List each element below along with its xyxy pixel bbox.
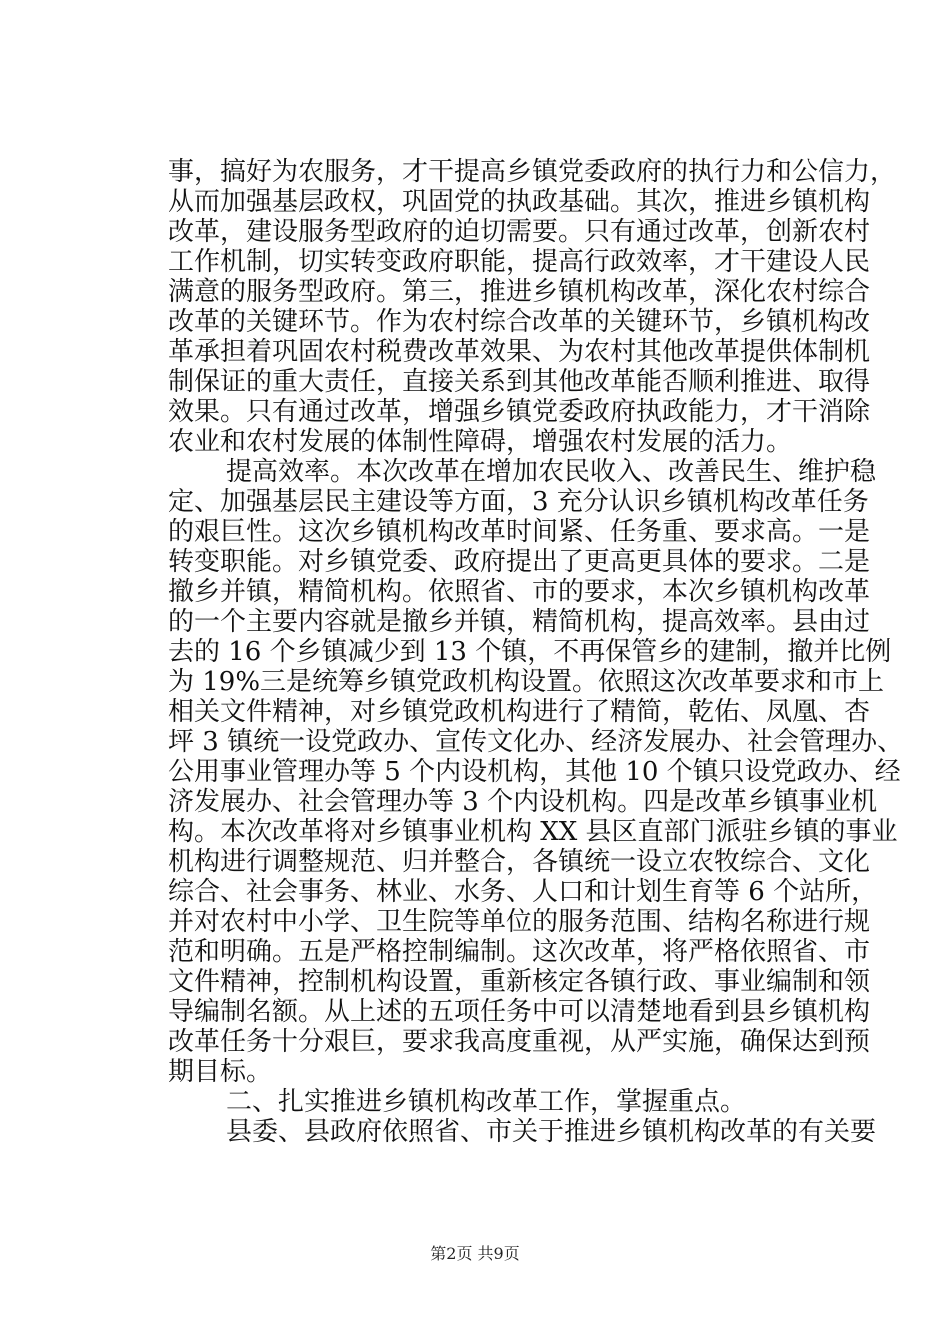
paragraph (168, 457, 904, 1087)
text-line: 制保证的重大责任，直接关系到其他改革能否顺利推进、取得 (168, 367, 871, 397)
page-footer: 第2页 共9页 (430, 1244, 520, 1263)
text-line: 坪 3 镇统一设党政办、宣传文化办、经济发展办、社会管理办、 (168, 727, 904, 757)
text-line: 从而加强基层政权，巩固党的执政基础。其次，推进乡镇机构 (168, 187, 871, 217)
text-line: 事，搞好为农服务，才干提高乡镇党委政府的执行力和公信力， (168, 157, 897, 187)
text-line: 导编制名额。从上述的五项任务中可以清楚地看到县乡镇机构 (168, 997, 871, 1027)
text-line: 济发展办、社会管理办等 3 个内设机构。四是改革乡镇事业机 (168, 787, 878, 817)
text-line: 的艰巨性。这次乡镇机构改革时间紧、任务重、要求高。一是 (168, 517, 871, 547)
text-line: 文件精神，控制机构设置，重新核定各镇行政、事业编制和领 (168, 967, 871, 997)
paragraph (168, 1087, 842, 1117)
text-line: 定、加强基层民主建设等方面，3 充分认识乡镇机构改革任务 (168, 487, 869, 517)
paragraph (168, 1117, 877, 1147)
text-line: 改革，建设服务型政府的迫切需要。只有通过改革，创新农村 (168, 217, 871, 247)
document-body (168, 157, 904, 1147)
text-line: 农业和农村发展的体制性障碍，增强农村发展的活力。 (168, 427, 793, 457)
text-line: 的一个主要内容就是撤乡并镇，精简机构，提高效率。县由过 (168, 607, 871, 637)
text-line: 构。本次改革将对乡镇事业机构 XX 县区直部门派驻乡镇的事业 (168, 817, 898, 847)
text-line: 改革的关键环节。作为农村综合改革的关键环节，乡镇机构改 (168, 307, 871, 337)
text-line: 范和明确。五是严格控制编制。这次改革，将严格依照省、市 (168, 937, 871, 967)
text-line: 改革任务十分艰巨，要求我高度重视，从严实施，确保达到预 (168, 1027, 871, 1057)
text-line: 相关文件精神，对乡镇党政机构进行了精简，乾佑、凤凰、杏 (168, 697, 871, 727)
text-line: 县委、县政府依照省、市关于推进乡镇机构改革的有关要 (226, 1117, 877, 1147)
text-line: 公用事业管理办等 5 个内设机构，其他 10 个镇只设党政办、经 (168, 757, 901, 787)
text-line: 并对农村中小学、卫生院等单位的服务范围、结构名称进行规 (168, 907, 871, 937)
text-line: 二、扎实推进乡镇机构改革工作，掌握重点。 (226, 1087, 747, 1117)
text-line: 去的 16 个乡镇减少到 13 个镇，不再保管乡的建制，撤并比例 (168, 637, 892, 667)
text-line: 满意的服务型政府。第三，推进乡镇机构改革，深化农村综合 (168, 277, 871, 307)
text-line: 撤乡并镇，精简机构。依照省、市的要求，本次乡镇机构改革 (168, 577, 871, 607)
text-line: 提高效率。本次改革在增加农民收入、改善民生、维护稳 (226, 457, 877, 487)
paragraph (168, 157, 897, 457)
text-line: 为 19%三是统筹乡镇党政机构设置。依照这次改革要求和市上 (168, 667, 885, 697)
text-line: 效果。只有通过改革，增强乡镇党委政府执政能力，才干消除 (168, 397, 871, 427)
text-line: 工作机制，切实转变政府职能，提高行政效率，才干建设人民 (168, 247, 871, 277)
text-line: 综合、社会事务、林业、水务、人口和计划生育等 6 个站所， (168, 877, 878, 907)
text-line: 期目标。 (168, 1057, 273, 1087)
text-line: 革承担着巩固农村税费改革效果、为农村其他改革提供体制机 (168, 337, 871, 367)
text-line: 机构进行调整规范、归并整合，各镇统一设立农牧综合、文化 (168, 847, 871, 877)
text-line: 转变职能。对乡镇党委、政府提出了更高更具体的要求。二是 (168, 547, 871, 577)
